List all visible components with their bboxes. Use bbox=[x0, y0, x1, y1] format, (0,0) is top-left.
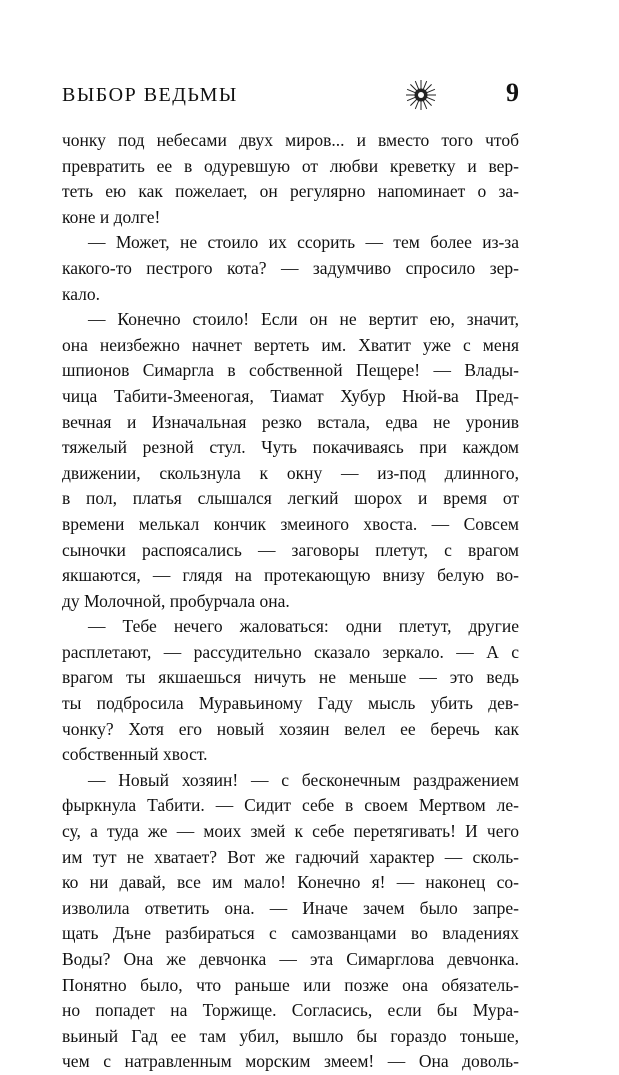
text-line: она неизбежно начнет вертеть им. Хватит уже с меня bbox=[62, 334, 519, 355]
text-line: ду Молочной, пробурчала она. bbox=[62, 590, 290, 611]
text-line: им тут не хватает? Вот же гадючий характер — сколь- bbox=[62, 846, 519, 867]
text-line: ко ни давай, все им мало! Конечно я! — наконец со- bbox=[62, 872, 519, 893]
text-line: в пол, платья слышался легкий шорох и время от bbox=[62, 488, 519, 509]
text-line: — Может, не стоило их ссорить — тем более из-за bbox=[88, 232, 519, 253]
page-header bbox=[62, 78, 519, 112]
running-title: ВЫБОР ВЕДЬМЫ bbox=[62, 84, 238, 106]
text-line: су, а туда же — моих змей к себе перетягивать! И чего bbox=[62, 821, 519, 842]
text-line: врагом ты якшаешься ничуть не меньше — это ведь bbox=[62, 667, 519, 688]
text-line: чица Табити-Змееногая, Тиамат Хубур Нюй-ва Пред- bbox=[62, 385, 519, 406]
text-line: щать Дъне разбираться с самозванцами во владениях bbox=[62, 923, 519, 944]
text-line: но попадет на Торжище. Согласись, если бы Мура- bbox=[62, 1000, 519, 1021]
body-text bbox=[62, 128, 519, 1075]
text-line: — Конечно стоило! Если он не вертит ею, значит, bbox=[88, 309, 519, 330]
text-line: тяжелый резной стул. Чуть покачиваясь при каждом bbox=[62, 437, 519, 458]
text-line: шпионов Симаргла в собственной Пещере! — Влады- bbox=[62, 360, 519, 381]
text-line: Понятно было, что раньше или позже она обязатель- bbox=[62, 974, 519, 995]
text-line: времени мелькал кончик змеиного хвоста. — Совсем bbox=[62, 513, 519, 534]
text-line: теть ею как пожелает, он регулярно напоминает о за- bbox=[62, 181, 519, 202]
text-line: вечная и Изначальная резко встала, едва не уронив bbox=[62, 411, 519, 432]
text-line: превратить ее в одуревшую от любви креветку и вер- bbox=[62, 155, 519, 176]
text-line: чонку? Хотя его новый хозяин велел ее беречь как bbox=[62, 718, 519, 739]
text-line: коне и долге! bbox=[62, 206, 161, 227]
sun-ornament-icon bbox=[404, 78, 438, 112]
text-line: какого-то пестрого кота? — задумчиво спросило зер- bbox=[62, 257, 519, 278]
text-line: якшаются, — глядя на протекающую внизу белую во- bbox=[62, 565, 519, 586]
text-line: чонку под небесами двух миров... и вместо того чтоб bbox=[62, 130, 519, 150]
page-number: 9 bbox=[506, 78, 519, 107]
text-line: расплетают, — рассудительно сказало зеркало. — А с bbox=[62, 641, 519, 662]
text-line: собственный хвост. bbox=[62, 744, 208, 765]
text-line: сыночки распоясались — заговоры плетут, с врагом bbox=[62, 539, 519, 560]
text-line: — Новый хозяин! — с бесконечным раздражением bbox=[88, 769, 519, 790]
text-line: движении, скользнула к окну — из-под длинного, bbox=[62, 462, 519, 483]
text-line: ты подбросила Муравьиному Гаду мысль убить дев- bbox=[62, 693, 519, 714]
text-line: вьиный Гад ее там убил, вышло бы гораздо тоньше, bbox=[62, 1025, 519, 1046]
text-line: — Тебе нечего жаловаться: одни плетут, другие bbox=[88, 616, 519, 637]
text-line: чем с натравленным морским змеем! — Она доволь- bbox=[62, 1051, 519, 1072]
text-line: фыркнула Табити. — Сидит себе в своем Мертвом ле- bbox=[62, 795, 519, 816]
text-line: изволила ответить она. — Иначе зачем было запре- bbox=[62, 897, 519, 918]
text-line: кало. bbox=[62, 283, 101, 304]
text-line: Воды? Она же девчонка — эта Симарглова девчонка. bbox=[62, 949, 519, 969]
